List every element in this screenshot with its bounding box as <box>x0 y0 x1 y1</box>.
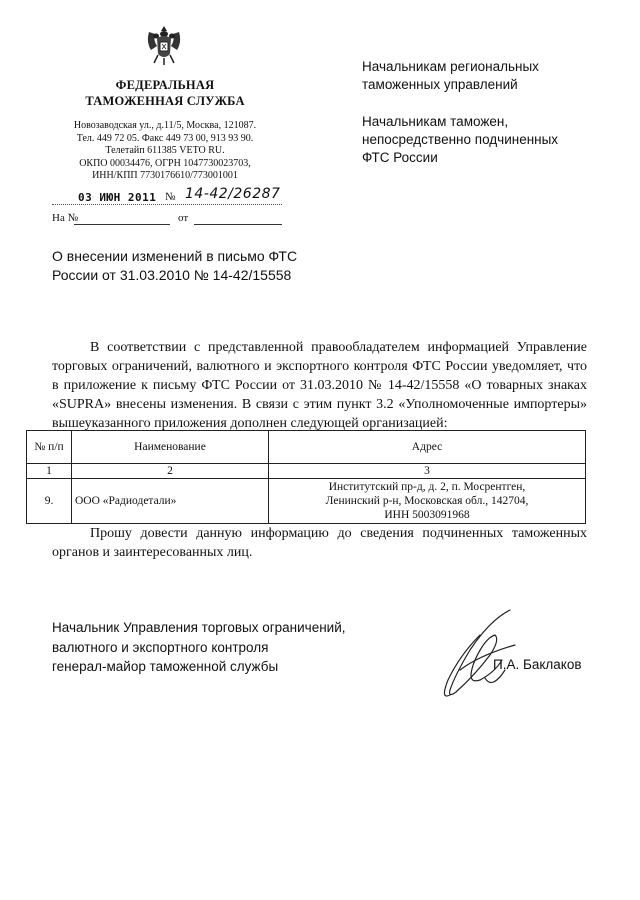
org-name-line2: ТАМОЖЕННАЯ СЛУЖБА <box>85 94 245 108</box>
row-name: ООО «Радиодетали» <box>72 479 269 524</box>
subject-line: России от 31.03.2010 № 14-42/15558 <box>52 267 292 283</box>
phone-line: Тел. 449 72 05. Факс 449 73 00, 913 93 90. <box>76 132 254 144</box>
address-line: Новозаводская ул., д.11/5, Москва, 121087. <box>73 120 257 131</box>
signatory-title-line: генерал-майор таможенной службы <box>52 659 279 674</box>
header-name: Наименование <box>72 431 269 464</box>
org-name-line1: ФЕДЕРАЛЬНАЯ <box>115 78 215 92</box>
recipient-regional <box>362 58 612 94</box>
column-number: 3 <box>269 464 586 479</box>
reference-number-label: На № <box>52 212 79 224</box>
signatory-title-line: валютного и экспортного контроля <box>52 639 269 655</box>
reference-date-label: от <box>178 212 189 224</box>
letter-subject <box>52 247 332 285</box>
header-address: Адрес <box>269 431 586 464</box>
recipient-line: Начальникам таможен, <box>362 114 509 129</box>
table-header-row <box>27 431 586 464</box>
recipient-line: Начальникам региональных <box>362 59 539 74</box>
reference-date-blank <box>194 224 282 225</box>
registration-date: 03 ИЮН 2011 <box>78 191 157 204</box>
header-number: № п/п <box>27 431 72 464</box>
teletype-line: Телетайп 611385 VETO RU. <box>105 145 225 156</box>
registration-line <box>52 186 282 208</box>
inn-line: ИНН/КПП 7730176610/773001001 <box>92 170 238 181</box>
reference-number-blank <box>74 224 170 225</box>
signatory-title-line: Начальник Управления торговых ограничений, <box>52 620 346 635</box>
row-address <box>269 479 586 524</box>
body-paragraph-2: Прошу довести данную информацию до сведения подчиненных таможенных органов и заинтересованных лиц. <box>52 526 587 560</box>
okpo-line: ОКПО 00034476, ОГРН 1047730023703, <box>79 157 251 169</box>
table-row <box>27 479 586 524</box>
table-column-numbers-row <box>27 464 586 479</box>
column-number: 1 <box>27 464 72 479</box>
handwritten-signature-icon <box>420 600 530 710</box>
recipient-line: непосредственно подчиненных <box>362 132 559 147</box>
row-number: 9. <box>27 479 72 524</box>
body-paragraph-1: В соответствии с представленной правообладателем информацией Управление торговых ограничений, валютного и экспортного контроля ФТС России уведомляет, что в приложение к письму ФТС России от 31.03.2010 № 14-42/15558 «О товарных знаках «SUPRA» внесены изменения. В связи с этим пункт 3.2 «Уполномоченные импортеры» вышеуказанного приложения дополнен следующей организацией: <box>52 340 587 431</box>
recipient-customs <box>362 113 612 167</box>
address-line: Ленинский р-н, Московская обл., 142704, <box>325 495 529 507</box>
signatory-title <box>52 618 382 677</box>
registration-number-label: № <box>165 191 176 203</box>
coat-of-arms-icon <box>143 22 185 68</box>
org-address-block <box>40 120 290 183</box>
recipient-line: таможенных управлений <box>362 77 518 92</box>
recipient-line: ФТС России <box>362 150 438 165</box>
reference-line <box>52 212 282 228</box>
column-number: 2 <box>72 464 269 479</box>
organizations-table <box>26 430 586 524</box>
registration-number: 14-42/26287 <box>185 186 281 202</box>
signatory-name: П.А. Баклаков <box>493 657 582 672</box>
address-line: Институтский пр-д, д. 2, п. Мосрентген, <box>328 481 526 493</box>
subject-line: О внесении изменений в письмо ФТС <box>52 248 298 264</box>
registration-underline <box>52 204 282 205</box>
address-line: ИНН 5003091968 <box>384 509 470 521</box>
